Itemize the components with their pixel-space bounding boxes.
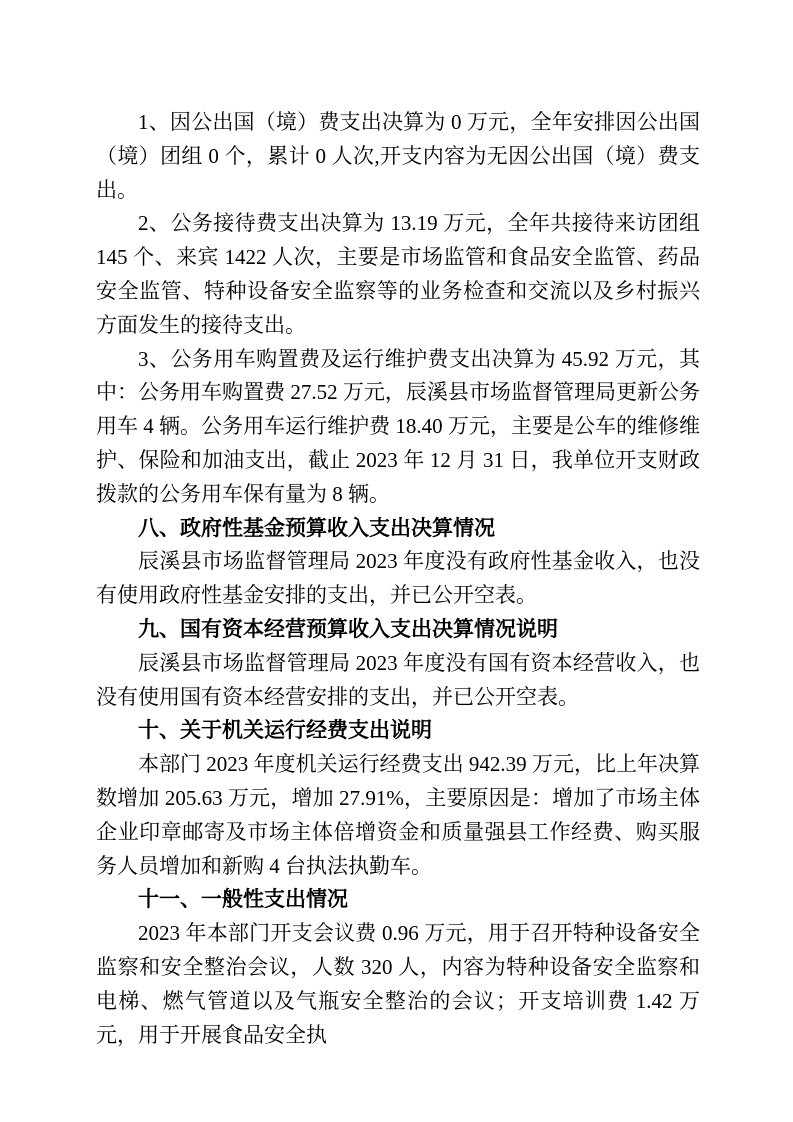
document-body [96,106,700,1052]
heading-section-11-general-expense: 十一、一般性支出情况 [138,888,348,912]
heading-section-9-state-capital: 九、国有资本经营预算收入支出决算情况说明 [138,617,558,641]
para-official-reception-expense: 2、公务接待费支出决算为 13.19 万元，全年共接待来访团组 145 个、来宾 1422 人次，主要是市场监管和食品安全监管、药品安全监管、特种设备安全监察等的业务检查和交流以及乡村振兴方面发生的接待支出。 [96,211,700,337]
heading-section-10-operating-expense: 十、关于机关运行经费支出说明 [138,719,432,743]
heading-section-8-government-funds: 八、政府性基金预算收入支出决算情况 [138,516,495,540]
para-state-capital: 辰溪县市场监督管理局 2023 年度没有国有资本经营收入，也没有使用国有资本经营安排的支出，并已公开空表。 [96,650,700,709]
para-abroad-expense: 1、因公出国（境）费支出决算为 0 万元，全年安排因公出国（境）团组 0 个，累计 0 人次,开支内容为无因公出国（境）费支出。 [96,110,700,202]
para-operating-expense: 本部门 2023 年度机关运行经费支出 942.39 万元，比上年决算数增加 205.63 万元，增加 27.91%，主要原因是：增加了市场主体企业印章邮寄及市场主体倍增资金和质量强县工作经费、购买服务人员增加和新购 4 台执法执勤车。 [96,752,700,878]
para-government-funds: 辰溪县市场监督管理局 2023 年度没有政府性基金收入，也没有使用政府性基金安排的支出，并已公开空表。 [96,549,700,608]
para-official-vehicle-expense: 3、公务用车购置费及运行维护费支出决算为 45.92 万元，其中：公务用车购置费 27.52 万元，辰溪县市场监督管理局更新公务用车 4 辆。公务用车运行维护费 18.40 万元，主要是公车的维修维护、保险和加油支出，截止 2023 年 12 月 31 日，我单位开支财政拨款的公务用车保有量为 8 辆。 [96,346,700,506]
para-general-expense: 2023 年本部门开支会议费 0.96 万元，用于召开特种设备安全监察和安全整治会议，人数 320 人，内容为特种设备安全监察和电梯、燃气管道以及气瓶安全整治的会议；开支培训费 1.42 万元，用于开展食品安全执 [96,921,700,1047]
